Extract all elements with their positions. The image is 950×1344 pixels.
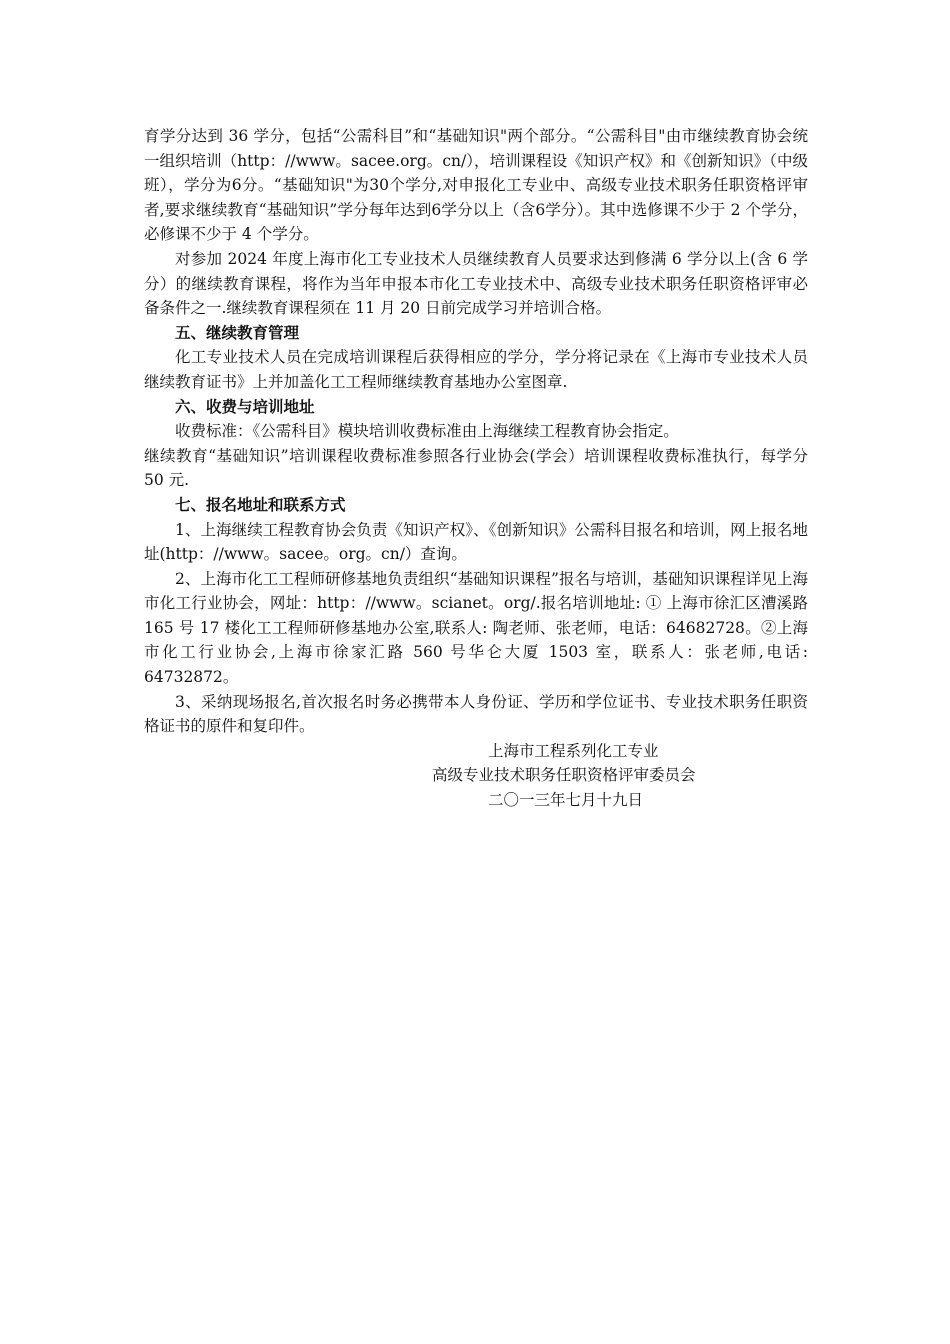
signature-organization-line2: 高级专业技术职务任职资格评审委员会 (432, 766, 696, 785)
paragraph-2024-requirement: 对参加 2024 年度上海市化工专业技术人员继续教育人员要求达到修满 6 学分以上(含 6 学分）的继续教育课程，将作为当年申报本市化工专业技术中、高级专业技术职务任职资格评审必备条件之一.继续教育课程须在 11 月 20 日前完成学习并培训合格。 (144, 249, 808, 318)
signature-date: 二〇一三年七月十九日 (488, 791, 644, 810)
paragraph-fee-standard: 收费标准：《公需科目》模块培训收费标准由上海继续工程教育协会指定。 (175, 422, 679, 441)
paragraph-fee-basic: 继续教育“基础知识”培训课程收费标准参照各行业协会(学会）培训课程收费标准执行，每学分 50 元. (144, 446, 808, 490)
document-body (144, 124, 808, 813)
signature-organization-line1: 上海市工程系列化工专业 (488, 741, 659, 760)
paragraph-registration-1: 1、上海继续工程教育协会负责《知识产权》、《创新知识》公需科目报名和培训，网上报名地址(http：//www。sacee。org。cn/）查询。 (144, 520, 808, 564)
paragraph-registration-3: 3、采纳现场报名,首次报名时务必携带本人身份证、学历和学位证书、专业技术职务任职资格证书的原件和复印件。 (144, 692, 808, 736)
section-heading-registration: 七、报名地址和联系方式 (175, 494, 346, 514)
paragraph-management: 化工专业技术人员在完成培训课程后获得相应的学分，学分将记录在《上海市专业技术人员继续教育证书》上并加盖化工工程师继续教育基地办公室图章. (144, 348, 808, 391)
paragraph-registration-2: 2、上海市化工工程师研修基地负责组织“基础知识课程”报名与培训，基础知识课程详见上海市化工行业协会，网址：http：//www。scianet。org/.报名培训地址: ① 上海市徐汇区漕溪路 165 号 17 楼化工工程师研修基地办公室,联系人: 陶老师、张老师，电话：64682728。②上海市化工行业协会,上海市徐家汇路 560 号华仑大厦 1503 室，联系人：张老师,电话: 64732872。 (144, 569, 808, 687)
paragraph-credits-requirement: 育学分达到 36 学分，包括“公需科目”和“基础知识"两个部分。“公需科目"由市继续教育协会统一组织培训（http：//www。sacee.org。cn/），培训课程设《知识产权》和《创新知识》（中级班），学分为6分。“基础知识"为30个学分,对申报化工专业中、高级专业技术职务任职资格评审者,要求继续教育“基础知识”学分每年达到6学分以上（含6学分）。其中选修课不少于 2 个学分，必修课不少于 4 个学分。 (144, 127, 808, 244)
section-heading-management: 五、继续教育管理 (175, 322, 300, 342)
section-heading-fees: 六、收费与培训地址 (175, 396, 315, 416)
